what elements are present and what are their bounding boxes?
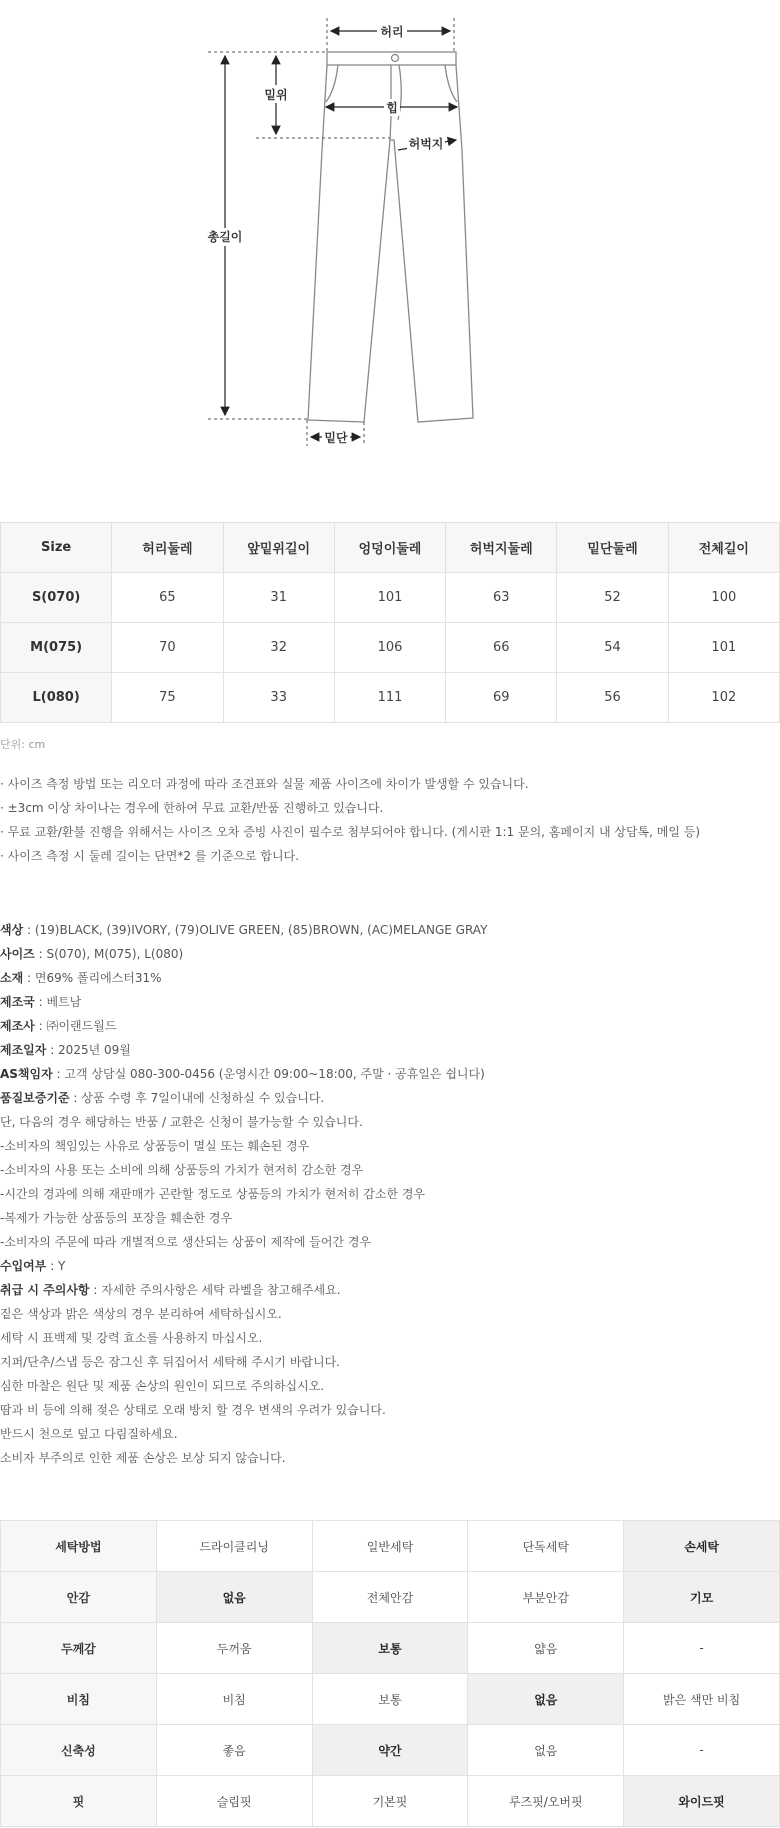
table-row: [1, 1776, 780, 1827]
table-cell: 54: [557, 623, 668, 673]
info-value: 세탁 시 표백제 및 강력 효소를 사용하지 마십시오.: [0, 1331, 263, 1345]
info-value: : 고객 상담실 080-300-0456 (운영시간 09:00~18:00, 주말 · 공휴일은 쉽니다): [52, 1067, 485, 1081]
care-option-cell: 슬림핏: [156, 1776, 312, 1827]
table-cell: 106: [334, 623, 445, 673]
info-line: [0, 1086, 780, 1110]
info-key: 제조일자: [0, 1043, 47, 1057]
hem-label: 밑단: [324, 431, 348, 445]
care-option-cell: 없음: [156, 1572, 312, 1623]
table-cell: 75: [112, 673, 223, 723]
info-line: [0, 1278, 780, 1302]
care-row-label: 두께감: [1, 1623, 157, 1674]
size-table-header-row: [1, 523, 780, 573]
length-column-header: 전체길이: [668, 523, 779, 573]
table-cell: 65: [112, 573, 223, 623]
care-option-cell: 없음: [468, 1725, 624, 1776]
info-value: 심한 마찰은 원단 및 제품 손상의 원인이 되므로 주의하십시오.: [0, 1379, 325, 1393]
info-value: 소비자 부주의로 인한 제품 손상은 보상 되지 않습니다.: [0, 1451, 286, 1465]
info-line: [0, 918, 780, 942]
table-row: [1, 1521, 780, 1572]
info-line: [0, 1038, 780, 1062]
care-option-cell: 루즈핏/오버핏: [468, 1776, 624, 1827]
info-value: : 자세한 주의사항은 세탁 라벨을 참고해주세요.: [89, 1283, 341, 1297]
size-table: [0, 522, 780, 723]
info-line: [0, 1350, 780, 1374]
info-key: 사이즈: [0, 947, 35, 961]
care-row-label: 안감: [1, 1572, 157, 1623]
info-line: [0, 1206, 780, 1230]
table-cell: 63: [446, 573, 557, 623]
hem-column-header: 밑단둘레: [557, 523, 668, 573]
note-line: · 사이즈 측정 시 둘레 길이는 단면*2 를 기준으로 합니다.: [0, 849, 300, 863]
table-row: [1, 1572, 780, 1623]
care-option-cell: 두꺼움: [156, 1623, 312, 1674]
table-row: [1, 1674, 780, 1725]
info-key: 제조사: [0, 1019, 35, 1033]
table-cell: 66: [446, 623, 557, 673]
size-cell: M(075): [1, 623, 112, 673]
info-line: [0, 1254, 780, 1278]
note-line: · 무료 교환/환불 진행을 위해서는 사이즈 오차 증빙 사진이 필수로 첨부되어야 합니다. (게시판 1:1 문의, 홈페이지 내 상담톡, 메일 등): [0, 825, 701, 839]
table-cell: 111: [334, 673, 445, 723]
info-line: [0, 1302, 780, 1326]
info-value: : 상품 수령 후 7일이내에 신청하실 수 있습니다.: [69, 1091, 325, 1105]
care-option-cell: 보통: [312, 1674, 468, 1725]
info-value: : S(070), M(075), L(080): [34, 947, 184, 961]
unit-note: 단위: cm: [0, 738, 46, 751]
care-option-cell: 얇음: [468, 1623, 624, 1674]
info-value: -소비자의 주문에 따라 개별적으로 생산되는 상품이 제작에 들어간 경우: [0, 1235, 372, 1249]
table-cell: 56: [557, 673, 668, 723]
info-line: [0, 1062, 780, 1086]
table-cell: 101: [334, 573, 445, 623]
table-cell: 32: [223, 623, 334, 673]
care-option-cell: -: [624, 1623, 780, 1674]
care-option-cell: -: [624, 1725, 780, 1776]
care-option-cell: 일반세탁: [312, 1521, 468, 1572]
info-line: [0, 1182, 780, 1206]
care-option-cell: 드라이클리닝: [156, 1521, 312, 1572]
info-line: [0, 1374, 780, 1398]
info-value: 땀과 비 등에 의해 젖은 상태로 오래 방치 할 경우 변색의 우려가 있습니다.: [0, 1403, 386, 1417]
info-line: [0, 1446, 780, 1470]
size-notes: [0, 772, 780, 868]
size-cell: L(080): [1, 673, 112, 723]
info-value: : ㈜이랜드월드: [34, 1019, 117, 1033]
info-line: [0, 1014, 780, 1038]
care-row-label: 신축성: [1, 1725, 157, 1776]
size-column-header: Size: [1, 523, 112, 573]
care-row-label: 비침: [1, 1674, 157, 1725]
info-value: 짙은 색상과 밝은 색상의 경우 분리하여 세탁하십시오.: [0, 1307, 282, 1321]
table-cell: 70: [112, 623, 223, 673]
info-line: [0, 1230, 780, 1254]
care-option-cell: 와이드핏: [624, 1776, 780, 1827]
info-value: : Y: [46, 1259, 66, 1273]
info-value: : (19)BLACK, (39)IVORY, (79)OLIVE GREEN, (85)BROWN, (AC)MELANGE GRAY: [23, 923, 488, 937]
info-key: 취급 시 주의사항: [0, 1283, 90, 1297]
rise-label: 밑위: [264, 88, 288, 102]
info-value: -소비자의 사용 또는 소비에 의해 상품등의 가치가 현저히 감소한 경우: [0, 1163, 364, 1177]
table-row: [1, 673, 780, 723]
info-line: [0, 990, 780, 1014]
info-line: [0, 1134, 780, 1158]
table-cell: 33: [223, 673, 334, 723]
info-value: : 베트남: [34, 995, 82, 1009]
info-key: 색상: [0, 923, 24, 937]
care-option-cell: 없음: [468, 1674, 624, 1725]
care-option-cell: 밝은 색만 비침: [624, 1674, 780, 1725]
care-option-cell: 보통: [312, 1623, 468, 1674]
info-key: 수입여부: [0, 1259, 47, 1273]
info-value: 반드시 천으로 덮고 다림질하세요.: [0, 1427, 178, 1441]
care-option-cell: 비침: [156, 1674, 312, 1725]
info-key: 품질보증기준: [0, 1091, 70, 1105]
table-row: [1, 623, 780, 673]
table-row: [1, 1623, 780, 1674]
table-cell: 52: [557, 573, 668, 623]
note-line: · ±3cm 이상 차이나는 경우에 한하여 무료 교환/반품 진행하고 있습니다.: [0, 801, 384, 815]
table-cell: 31: [223, 573, 334, 623]
table-cell: 69: [446, 673, 557, 723]
care-option-cell: 기본핏: [312, 1776, 468, 1827]
info-key: 소재: [0, 971, 24, 985]
product-info: [0, 918, 780, 1470]
hip-label: 힙: [386, 101, 398, 115]
care-option-cell: 손세탁: [624, 1521, 780, 1572]
info-line: [0, 1326, 780, 1350]
info-value: : 면69% 폴리에스터31%: [23, 971, 162, 985]
info-line: [0, 1158, 780, 1182]
info-value: -소비자의 책임있는 사유로 상품등이 멸실 또는 훼손된 경우: [0, 1139, 310, 1153]
info-line: [0, 942, 780, 966]
care-table: [0, 1520, 780, 1827]
waist-column-header: 허리둘레: [112, 523, 223, 573]
rise-column-header: 앞밑위길이: [223, 523, 334, 573]
table-cell: 100: [668, 573, 779, 623]
care-option-cell: 좋음: [156, 1725, 312, 1776]
info-line: [0, 1110, 780, 1134]
info-value: : 2025년 09월: [46, 1043, 131, 1057]
note-line: · 사이즈 측정 방법 또는 리오더 과정에 따라 조견표와 실물 제품 사이즈에 차이가 발생할 수 있습니다.: [0, 777, 529, 791]
table-row: [1, 573, 780, 623]
size-cell: S(070): [1, 573, 112, 623]
care-option-cell: 단독세탁: [468, 1521, 624, 1572]
info-value: -시간의 경과에 의해 재판매가 곤란할 정도로 상품등의 가치가 현저히 감소한 경우: [0, 1187, 426, 1201]
info-key: AS책임자: [0, 1067, 53, 1081]
table-cell: 102: [668, 673, 779, 723]
info-value: 단, 다음의 경우 해당하는 반품 / 교환은 신청이 불가능할 수 있습니다.: [0, 1115, 363, 1129]
info-line: [0, 966, 780, 990]
measurement-diagram: [0, 0, 780, 470]
thigh-label: 허벅지: [408, 137, 444, 151]
care-row-label: 핏: [1, 1776, 157, 1827]
pants-diagram: [0, 0, 780, 470]
info-value: -복제가 가능한 상품등의 포장을 훼손한 경우: [0, 1211, 233, 1225]
info-key: 제조국: [0, 995, 35, 1009]
care-option-cell: 약간: [312, 1725, 468, 1776]
care-option-cell: 부분안감: [468, 1572, 624, 1623]
table-row: [1, 1725, 780, 1776]
care-row-label: 세탁방법: [1, 1521, 157, 1572]
info-value: 지퍼/단추/스냅 등은 잠그신 후 뒤집어서 세탁해 주시기 바랍니다.: [0, 1355, 340, 1369]
care-option-cell: 전체안감: [312, 1572, 468, 1623]
waist-label: 허리: [380, 25, 404, 39]
info-line: [0, 1422, 780, 1446]
thigh-column-header: 허벅지둘레: [446, 523, 557, 573]
total-length-label: 총길이: [207, 230, 243, 244]
table-cell: 101: [668, 623, 779, 673]
care-option-cell: 기모: [624, 1572, 780, 1623]
hip-column-header: 엉덩이둘레: [334, 523, 445, 573]
info-line: [0, 1398, 780, 1422]
